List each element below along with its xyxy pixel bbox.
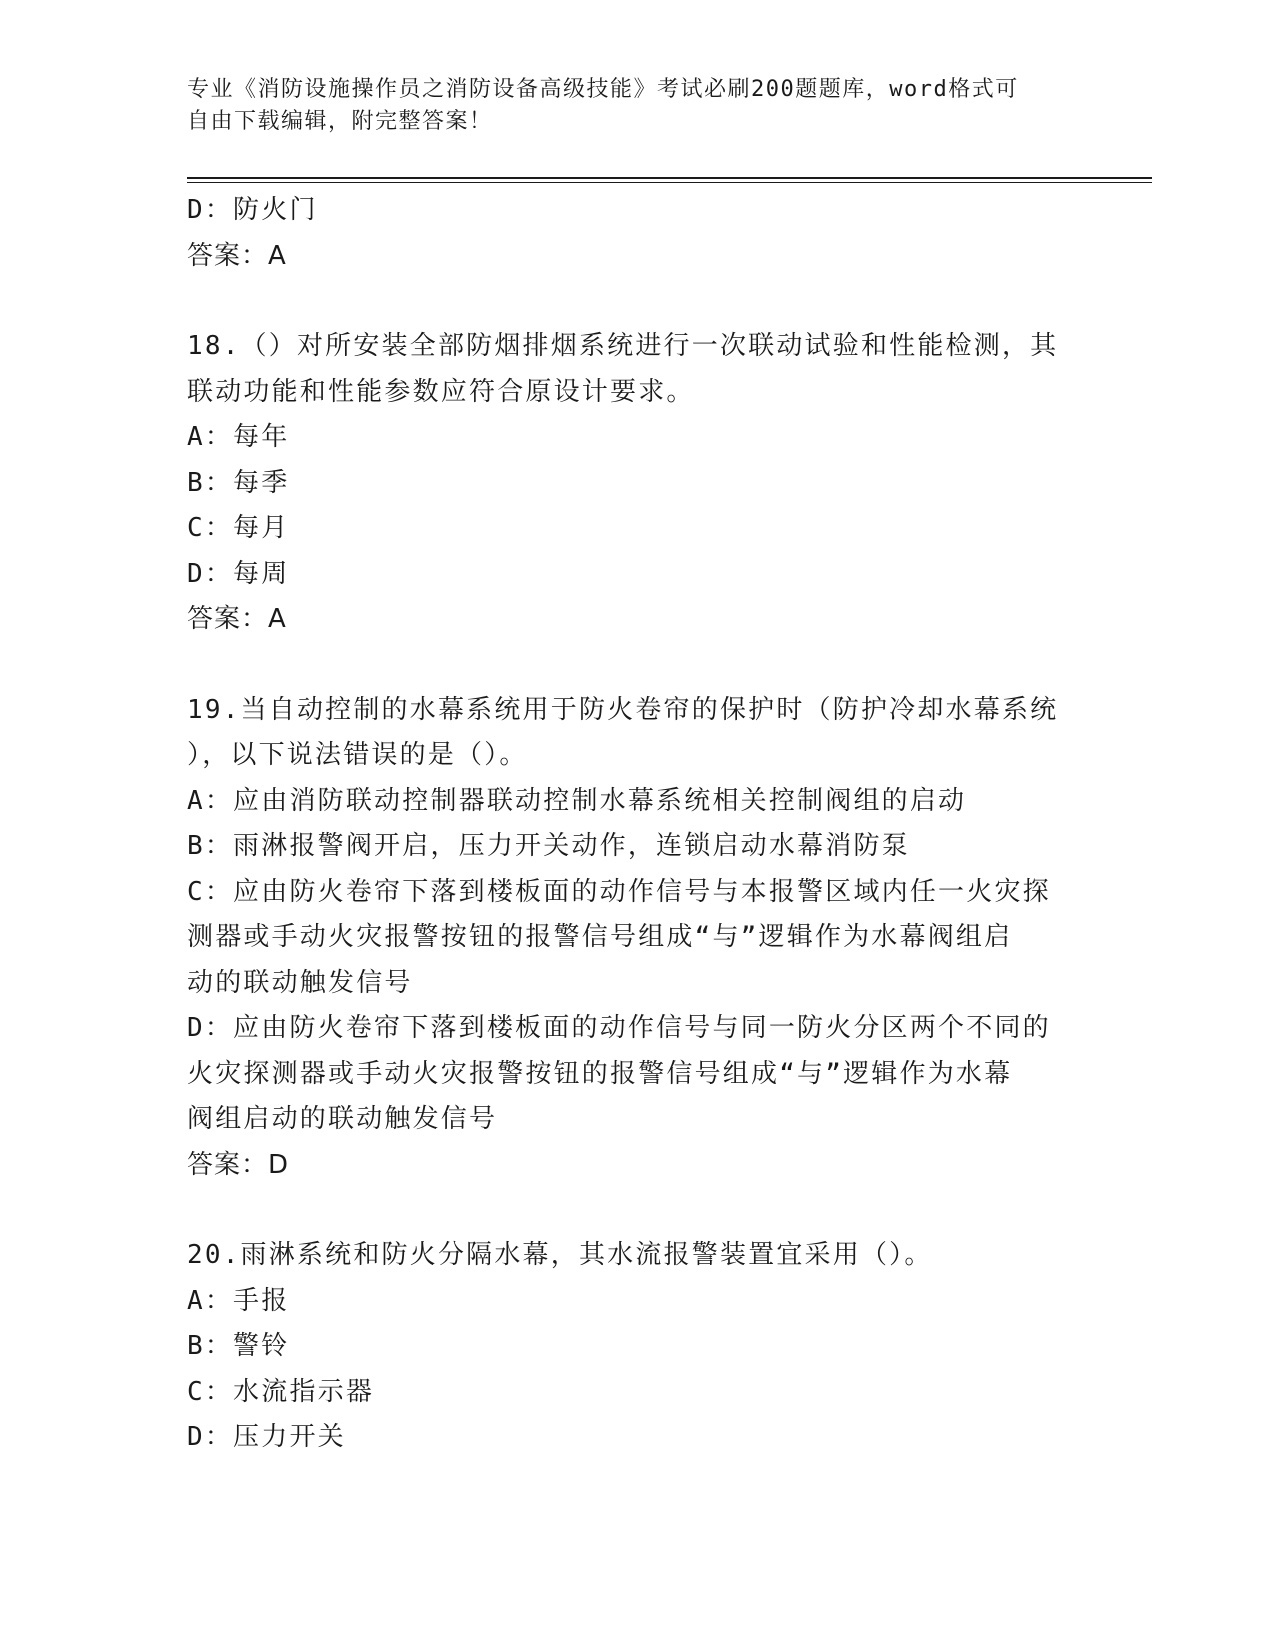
header-line-2: 自由下载编辑，附完整答案！ xyxy=(187,109,493,134)
question-17-tail xyxy=(187,188,1077,279)
option-c-cont: 测器或手动火灾报警按钮的报警信号组成“与”逻辑作为水幕阀组启 xyxy=(187,922,1013,952)
option-a: A：手报 xyxy=(187,1285,290,1316)
question-stem: 19.当自动控制的水幕系统用于防火卷帘的保护时（防护冷却水幕系统 xyxy=(187,694,1059,725)
question-stem: 联动功能和性能参数应符合原设计要求。 xyxy=(187,376,695,407)
option-d: D：应由防火卷帘下落到楼板面的动作信号与同一防火分区两个不同的 xyxy=(187,1013,1051,1043)
option-d-cont: 火灾探测器或手动火灾报警按钮的报警信号组成“与”逻辑作为水幕 xyxy=(187,1058,1013,1089)
question-list xyxy=(187,188,1077,1461)
option-d: D：防火门 xyxy=(187,195,318,225)
option-d: D：每周 xyxy=(187,558,290,589)
question-19 xyxy=(187,688,1077,1189)
option-a: A：应由消防联动控制器联动控制水幕系统相关控制阀组的启动 xyxy=(187,785,967,816)
question-stem: ），以下说法错误的是（）。 xyxy=(187,740,528,770)
option-b: B：警铃 xyxy=(187,1331,290,1361)
option-b: B：每季 xyxy=(187,467,290,498)
option-b: B：雨淋报警阀开启，压力开关动作，连锁启动水幕消防泵 xyxy=(187,831,910,861)
answer-line: 答案：A xyxy=(187,240,287,271)
option-c: C：每月 xyxy=(187,513,290,543)
question-stem: 20.雨淋系统和防火分隔水幕，其水流报警装置宜采用（）。 xyxy=(187,1240,933,1270)
document-header xyxy=(187,74,1087,138)
question-18 xyxy=(187,324,1077,643)
spacer xyxy=(187,643,1077,688)
header-line-1: 专业《消防设施操作员之消防设备高级技能》考试必刷200题题库，word格式可 xyxy=(187,77,1019,102)
option-d-cont: 阀组启动的联动触发信号 xyxy=(187,1104,498,1134)
question-stem: 18.（）对所安装全部防烟排烟系统进行一次联动试验和性能检测，其 xyxy=(187,331,1059,361)
option-c: C：应由防火卷帘下落到楼板面的动作信号与本报警区域内任一火灾探 xyxy=(187,876,1051,907)
option-a: A：每年 xyxy=(187,422,290,452)
spacer xyxy=(187,279,1077,324)
option-c: C：水流指示器 xyxy=(187,1376,375,1407)
header-divider-thin xyxy=(187,182,1152,183)
header-divider-thick xyxy=(187,177,1152,179)
answer-line: 答案：A xyxy=(187,604,287,634)
question-20 xyxy=(187,1233,1077,1461)
option-c-cont: 动的联动触发信号 xyxy=(187,967,413,998)
option-d: D：压力开关 xyxy=(187,1422,346,1452)
answer-line: 答案：D xyxy=(187,1149,290,1180)
spacer xyxy=(187,1188,1077,1233)
